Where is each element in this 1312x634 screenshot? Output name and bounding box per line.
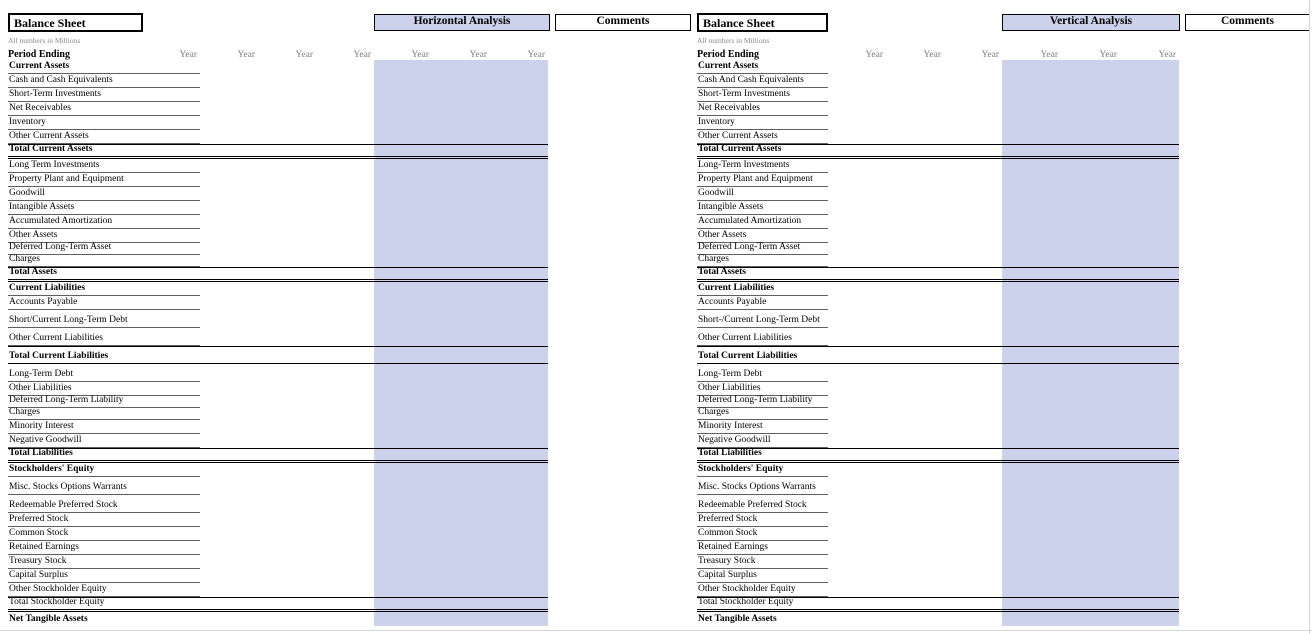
sheet-row[interactable] [8,612,548,626]
sheet-row[interactable] [8,229,548,243]
sheet-row[interactable] [8,88,548,102]
row-label[interactable]: Other Current Assets [8,131,200,144]
row-label[interactable]: Other Liabilities [8,383,200,396]
row-label[interactable]: Goodwill [8,188,200,201]
row-label[interactable]: Charges [697,254,828,267]
sheet-row[interactable] [697,408,1179,420]
row-label[interactable]: Total Current Liabilities [698,351,798,361]
row-label[interactable]: Intangible Assets [697,202,828,215]
row-label[interactable]: Stockholders' Equity [697,464,828,477]
row-label[interactable]: Accumulated Amortization [697,216,828,229]
row-label[interactable]: Other Current Liabilities [8,333,200,346]
sheet-row[interactable] [697,144,1179,159]
row-label[interactable]: Total Current Assets [698,144,782,154]
row-label[interactable]: Other Stockholder Equity [8,584,200,597]
sheet-row[interactable] [8,527,548,541]
row-label[interactable]: Long-Term Investments [697,160,828,173]
row-label[interactable]: Minority Interest [8,421,200,434]
row-label[interactable]: Goodwill [697,188,828,201]
sheet-row[interactable] [697,282,1179,296]
row-label[interactable]: Other Current Assets [697,131,828,144]
row-label[interactable]: Total Stockholder Equity [9,597,105,607]
sheet-row[interactable] [8,420,548,434]
row-label[interactable]: Other Current Liabilities [697,333,828,346]
row-label[interactable]: Retained Earnings [8,542,200,555]
sheet-row[interactable] [697,527,1179,541]
row-label[interactable]: Short-Term Investments [697,89,828,102]
row-label[interactable]: Short-Term Investments [8,89,200,102]
analysis-year-header[interactable]: Year [527,50,545,60]
row-label[interactable]: Misc. Stocks Options Warrants [8,482,200,495]
sheet-row[interactable] [697,513,1179,527]
sheet-row[interactable] [8,495,548,513]
row-label[interactable]: Redeemable Preferred Stock [8,500,200,513]
sheet-row[interactable] [697,448,1179,463]
row-label[interactable]: Current Assets [8,61,200,74]
sheet-row[interactable] [697,569,1179,583]
year-header[interactable]: Year [353,50,371,60]
sheet-row[interactable] [8,144,548,159]
row-label[interactable]: Deferred Long-Term Liability [8,395,200,408]
sheet-row[interactable] [697,382,1179,396]
row-label[interactable]: Short-/Current Long-Term Debt [697,315,828,328]
row-label[interactable]: Other Assets [8,230,200,243]
row-label[interactable]: Common Stock [697,528,828,541]
sheet-row[interactable] [697,420,1179,434]
analysis-year-header[interactable]: Year [469,50,487,60]
sheet-row[interactable] [8,102,548,116]
sheet-row[interactable] [697,364,1179,382]
row-label[interactable]: Long-Term Debt [8,369,200,382]
units-note-left: All numbers in Millions [8,36,81,45]
row-label[interactable]: Capital Surplus [697,570,828,583]
row-label[interactable]: Property Plant and Equipment [8,174,200,187]
sheet-row[interactable] [697,612,1179,626]
row-label[interactable]: Deferred Long-Term Liability [697,395,828,408]
row-label[interactable]: Capital Surplus [8,570,200,583]
period-ending-row-right [697,47,1179,60]
balance-sheet-title-right[interactable]: Balance Sheet [697,13,828,32]
analysis-year-header[interactable]: Year [411,50,429,60]
row-label[interactable]: Preferred Stock [697,514,828,527]
row-label[interactable]: Total Assets [9,267,57,277]
sheet-row[interactable] [8,282,548,296]
sheet-row[interactable] [8,555,548,569]
row-label[interactable]: Stockholders' Equity [8,464,200,477]
sheet-row[interactable] [8,187,548,201]
sheet-row[interactable] [697,477,1179,495]
row-label[interactable]: Negative Goodwill [8,435,200,448]
sheet-row[interactable] [8,513,548,527]
sheet-row[interactable] [697,130,1179,144]
balance-sheet-grid-left [8,60,548,626]
row-label[interactable]: Accounts Payable [697,297,828,310]
year-header[interactable]: Year [923,50,941,60]
year-header[interactable]: Year [295,50,313,60]
sheet-row[interactable] [8,408,548,420]
vertical-analysis-header[interactable]: Vertical Analysis [1002,14,1180,31]
row-label[interactable]: Common Stock [8,528,200,541]
row-label[interactable]: Retained Earnings [697,542,828,555]
row-label[interactable]: Current Assets [697,61,828,74]
comments-header-right[interactable]: Comments [1185,14,1310,31]
row-label[interactable]: Other Liabilities [697,383,828,396]
year-header[interactable]: Year [981,50,999,60]
sheet-row[interactable] [697,255,1179,267]
sheet-row[interactable] [697,541,1179,555]
row-label[interactable]: Charges [697,407,828,420]
row-label[interactable]: Preferred Stock [8,514,200,527]
comments-header-left[interactable]: Comments [555,14,691,31]
row-label[interactable]: Total Assets [698,267,746,277]
row-label[interactable]: Other Stockholder Equity [697,584,828,597]
row-label[interactable]: Cash and Cash Equivalents [8,75,200,88]
row-label[interactable]: Short/Current Long-Term Debt [8,315,200,328]
sheet-edge-bottom [0,630,1312,631]
sheet-row[interactable] [697,495,1179,513]
row-container-left [8,60,548,626]
sheet-row[interactable] [697,88,1179,102]
row-label[interactable]: Total Current Assets [9,144,93,154]
sheet-row[interactable] [8,310,548,328]
sheet-row[interactable] [8,173,548,187]
row-label[interactable]: Current Liabilities [697,283,828,296]
row-label[interactable]: Deferred Long-Term Asset [8,242,200,255]
analysis-year-header[interactable]: Year [1099,50,1117,60]
row-label[interactable]: Inventory [697,117,828,130]
sheet-row[interactable] [8,448,548,463]
sheet-row[interactable] [8,382,548,396]
sheet-row[interactable] [697,102,1179,116]
sheet-row[interactable] [697,555,1179,569]
sheet-row[interactable] [8,130,548,144]
sheet-row[interactable] [697,229,1179,243]
sheet-row[interactable] [697,597,1179,612]
analysis-year-header[interactable]: Year [1158,50,1176,60]
row-label[interactable]: Net Receivables [8,103,200,116]
row-label[interactable]: Net Tangible Assets [698,614,777,624]
sheet-row[interactable] [8,215,548,229]
row-label[interactable]: Treasury Stock [8,556,200,569]
row-label[interactable]: Deferred Long-Term Asset [697,242,828,255]
sheet-row[interactable] [697,296,1179,310]
analysis-year-header[interactable]: Year [1040,50,1058,60]
sheet-row[interactable] [697,310,1179,328]
row-label[interactable]: Inventory [8,117,200,130]
row-label[interactable]: Total Stockholder Equity [698,597,794,607]
sheet-row[interactable] [8,463,548,477]
sheet-row[interactable] [8,328,548,346]
row-label[interactable]: Current Liabilities [8,283,200,296]
sheet-row[interactable] [697,187,1179,201]
sheet-row[interactable] [8,159,548,173]
sheet-row[interactable] [8,74,548,88]
row-label[interactable]: Total Liabilities [9,448,73,458]
year-header[interactable]: Year [179,50,197,60]
sheet-row[interactable] [8,583,548,597]
sheet-row[interactable] [8,541,548,555]
sheet-row[interactable] [697,60,1179,74]
row-label[interactable]: Total Current Liabilities [9,351,109,361]
row-label[interactable]: Negative Goodwill [697,435,828,448]
period-ending-row-left [8,47,548,60]
sheet-row[interactable] [697,173,1179,187]
row-label[interactable]: Minority Interest [697,421,828,434]
sheet-row[interactable] [8,60,548,74]
sheet-row[interactable] [8,255,548,267]
sheet-row[interactable] [8,116,548,130]
balance-sheet-grid-right [697,60,1179,626]
sheet-row[interactable] [8,364,548,382]
row-label[interactable]: Long Term Investments [8,160,200,173]
year-header[interactable]: Year [237,50,255,60]
sheet-row[interactable] [8,477,548,495]
row-label[interactable]: Redeemable Preferred Stock [697,500,828,513]
sheet-edge-right [1309,0,1310,634]
row-container-right [697,60,1179,626]
year-header[interactable]: Year [865,50,883,60]
row-label[interactable]: Property Plant and Equipment [697,174,828,187]
sheet-row[interactable] [8,267,548,282]
row-label[interactable]: Intangible Assets [8,202,200,215]
row-label[interactable]: Net Receivables [697,103,828,116]
sheet-row[interactable] [697,116,1179,130]
row-label[interactable]: Net Tangible Assets [9,614,88,624]
sheet-row[interactable] [697,201,1179,215]
period-ending-label[interactable]: Period Ending [8,49,70,60]
row-label[interactable]: Other Assets [697,230,828,243]
row-label[interactable]: Long-Term Debt [697,369,828,382]
sheet-row[interactable] [8,201,548,215]
sheet-row[interactable] [697,74,1179,88]
sheet-row[interactable] [697,346,1179,364]
sheet-row[interactable] [697,215,1179,229]
row-label[interactable]: Total Liabilities [698,448,762,458]
sheet-row[interactable] [697,267,1179,282]
balance-sheet-title-left[interactable]: Balance Sheet [8,13,143,32]
sheet-row[interactable] [697,583,1179,597]
row-label[interactable]: Accounts Payable [8,297,200,310]
units-note-right: All numbers in Millions [697,36,770,45]
sheet-row[interactable] [697,328,1179,346]
sheet-row[interactable] [8,569,548,583]
row-label[interactable]: Accumulated Amortization [8,216,200,229]
sheet-row[interactable] [8,434,548,448]
sheet-row[interactable] [697,159,1179,173]
row-label[interactable]: Charges [8,254,200,267]
row-label[interactable]: Misc. Stocks Options Warrants [697,482,828,495]
sheet-row[interactable] [697,463,1179,477]
horizontal-analysis-header[interactable]: Horizontal Analysis [374,14,550,31]
sheet-row[interactable] [697,434,1179,448]
row-label[interactable]: Cash And Cash Equivalents [697,75,828,88]
sheet-row[interactable] [8,346,548,364]
row-label[interactable]: Treasury Stock [697,556,828,569]
sheet-row[interactable] [8,296,548,310]
sheet-row[interactable] [8,597,548,612]
period-ending-label[interactable]: Period Ending [697,49,759,60]
row-label[interactable]: Charges [8,407,200,420]
